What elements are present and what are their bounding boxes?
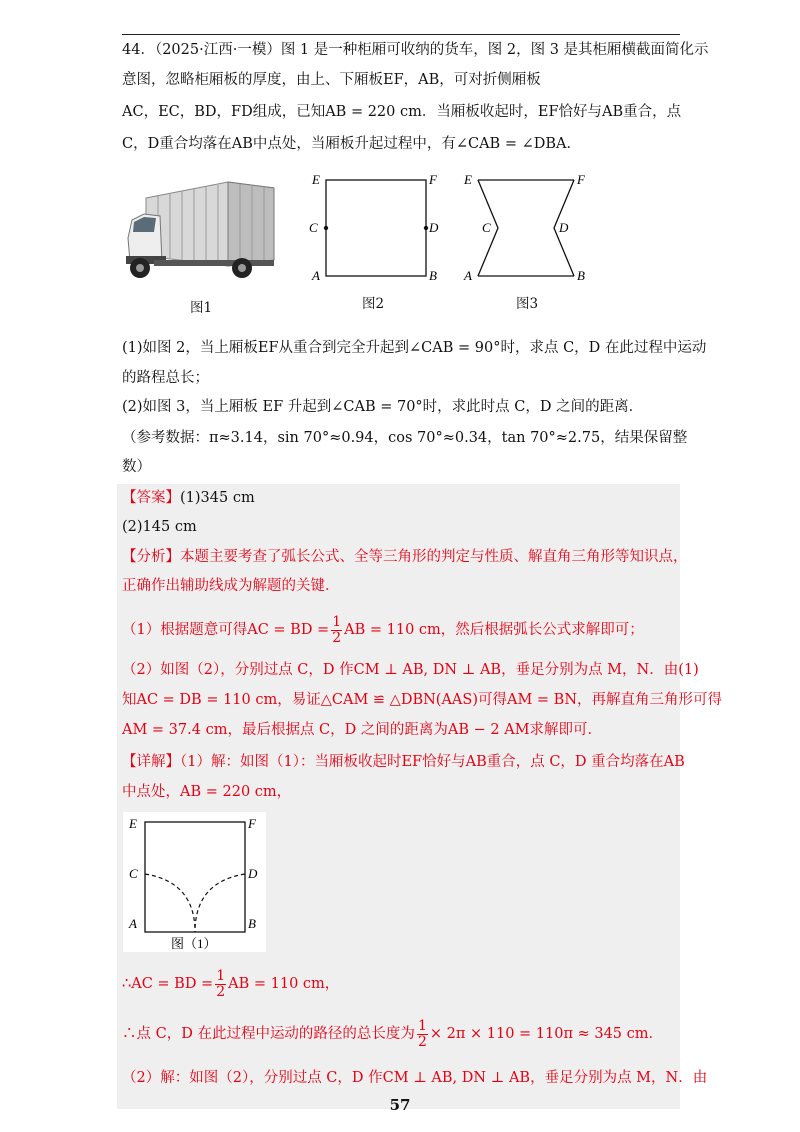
step1-post: AB = 110 cm，然后根据弧长公式求解即可； <box>344 622 644 638</box>
step1-pre: （1）根据题意可得AC = BD = <box>122 622 330 638</box>
question-line-3: AC，EC，BD，FD组成，已知AB = 220 cm．当厢板收起时，EF恰好与AB重合，点 <box>122 104 682 120</box>
detail-line-1 <box>122 752 685 772</box>
fraction-half: $\frac{1}{2}$ <box>332 613 342 646</box>
fig1-caption: 图1 <box>190 300 213 316</box>
detail-label-b: B <box>248 916 256 931</box>
concl2-pre: ∴点 C，D 在此过程中运动的路径的总长度为 <box>122 1026 415 1042</box>
fig3-label-f: F <box>577 172 585 187</box>
answer-line-1 <box>122 488 255 508</box>
detail-label-c: C <box>129 866 138 881</box>
fig2-label-d: D <box>429 220 439 235</box>
fig2-label-a: A <box>312 268 320 283</box>
page-number: 57 <box>389 1096 411 1114</box>
figure-3-diagram <box>456 168 596 288</box>
fig2-label-c: C <box>309 220 318 235</box>
analysis-line-1 <box>122 547 688 567</box>
concl2-post: × 2π × 110 = 110π ≈ 345 cm． <box>429 1026 664 1042</box>
analysis-step-2-line-3: AM = 37.4 cm，最后根据点 C，D 之间的距离为AB − 2 AM求解即可． <box>122 722 603 738</box>
header-rule <box>122 34 680 35</box>
question-line-1: 44．（2025·江西·一模）图 1 是一种柜厢可收纳的货车，图 2，图 3 是其柜厢横截面简化示 <box>122 42 709 58</box>
reference-data-line-2: 数） <box>122 459 151 475</box>
fig3-label-c: C <box>482 220 491 235</box>
detail-figure-diagram <box>123 812 266 952</box>
detail-figure-box <box>123 812 266 952</box>
fig3-label-d: D <box>559 220 569 235</box>
analysis-text-1: 本题主要考查了弧长公式、全等三角形的判定与性质、解直角三角形等知识点， <box>180 549 688 565</box>
question-line-4: C，D重合均落在AB中点处，当厢板升起过程中，有∠CAB = ∠DBA． <box>122 136 581 152</box>
detail-figure-caption: 图（1） <box>171 936 217 951</box>
detail-label-a: A <box>129 916 137 931</box>
fig2-caption: 图2 <box>362 296 385 312</box>
reference-data-line-1: （参考数据：π≈3.14，sin 70°≈0.94，cos 70°≈0.34，tan 70°≈2.75，结果保留整 <box>122 430 688 446</box>
answer-tag: 【答案】 <box>122 490 180 506</box>
detail-label-f: F <box>248 816 256 831</box>
fig3-caption: 图3 <box>516 296 539 312</box>
fig2-label-b: B <box>429 268 437 283</box>
part1-line-2: 的路程总长； <box>122 370 209 386</box>
part2-line: (2)如图 3，当上厢板 EF 升起到∠CAB = 70°时，求此时点 C，D 之间的距离． <box>122 399 644 415</box>
figure-2-diagram <box>305 168 445 288</box>
truck-photo <box>124 176 280 286</box>
detail-label-e: E <box>129 816 137 831</box>
answer-2: (2)145 cm <box>122 519 197 535</box>
question-line-2: 意图，忽略柜厢板的厚度，由上、下厢板EF，AB，可对折侧厢板 <box>122 72 541 88</box>
fig2-label-f: F <box>429 172 437 187</box>
detail-text-1: （1）解：如图（1）：当厢板收起时EF恰好与AB重合，点 C，D 重合均落在AB <box>180 754 685 770</box>
detail-step-2: （2）解：如图（2），分别过点 C，D 作CM ⊥ AB, DN ⊥ AB，垂足分别为点 M，N．由 <box>122 1070 708 1086</box>
conclusion-2 <box>122 1018 663 1050</box>
concl1-post: AB = 110 cm， <box>228 976 340 992</box>
analysis-step-1 <box>122 614 644 646</box>
concl1-pre: ∴AC = BD = <box>122 976 214 992</box>
conclusion-1 <box>122 968 339 1000</box>
detail-label-d: D <box>248 866 258 881</box>
analysis-tag: 【分析】 <box>122 549 180 565</box>
fig3-label-e: E <box>464 172 472 187</box>
analysis-step-2-line-2: 知AC = DB = 110 cm，易证△CAM ≌ △DBN(AAS)可得AM = BN，再解直角三角形可得 <box>122 692 723 708</box>
fig3-label-a: A <box>464 268 472 283</box>
detail-line-2: 中点处，AB = 220 cm， <box>122 784 292 800</box>
analysis-line-2: 正确作出辅助线成为解题的关键． <box>122 578 340 594</box>
fig3-label-b: B <box>577 268 585 283</box>
answer-1: (1)345 cm <box>180 490 255 506</box>
fraction-half-2: $\frac{1}{2}$ <box>216 967 226 1000</box>
fraction-half-3: $\frac{1}{2}$ <box>417 1017 427 1050</box>
detail-tag: 【详解】 <box>122 754 180 770</box>
part1-line-1: (1)如图 2，当上厢板EF从重合到完全升起到∠CAB = 90°时，求点 C，D 在此过程中运动 <box>122 340 707 356</box>
analysis-step-2-line-1: （2）如图（2），分别过点 C，D 作CM ⊥ AB, DN ⊥ AB，垂足分别为点 M，N．由(1) <box>122 662 699 678</box>
fig2-label-e: E <box>312 172 320 187</box>
